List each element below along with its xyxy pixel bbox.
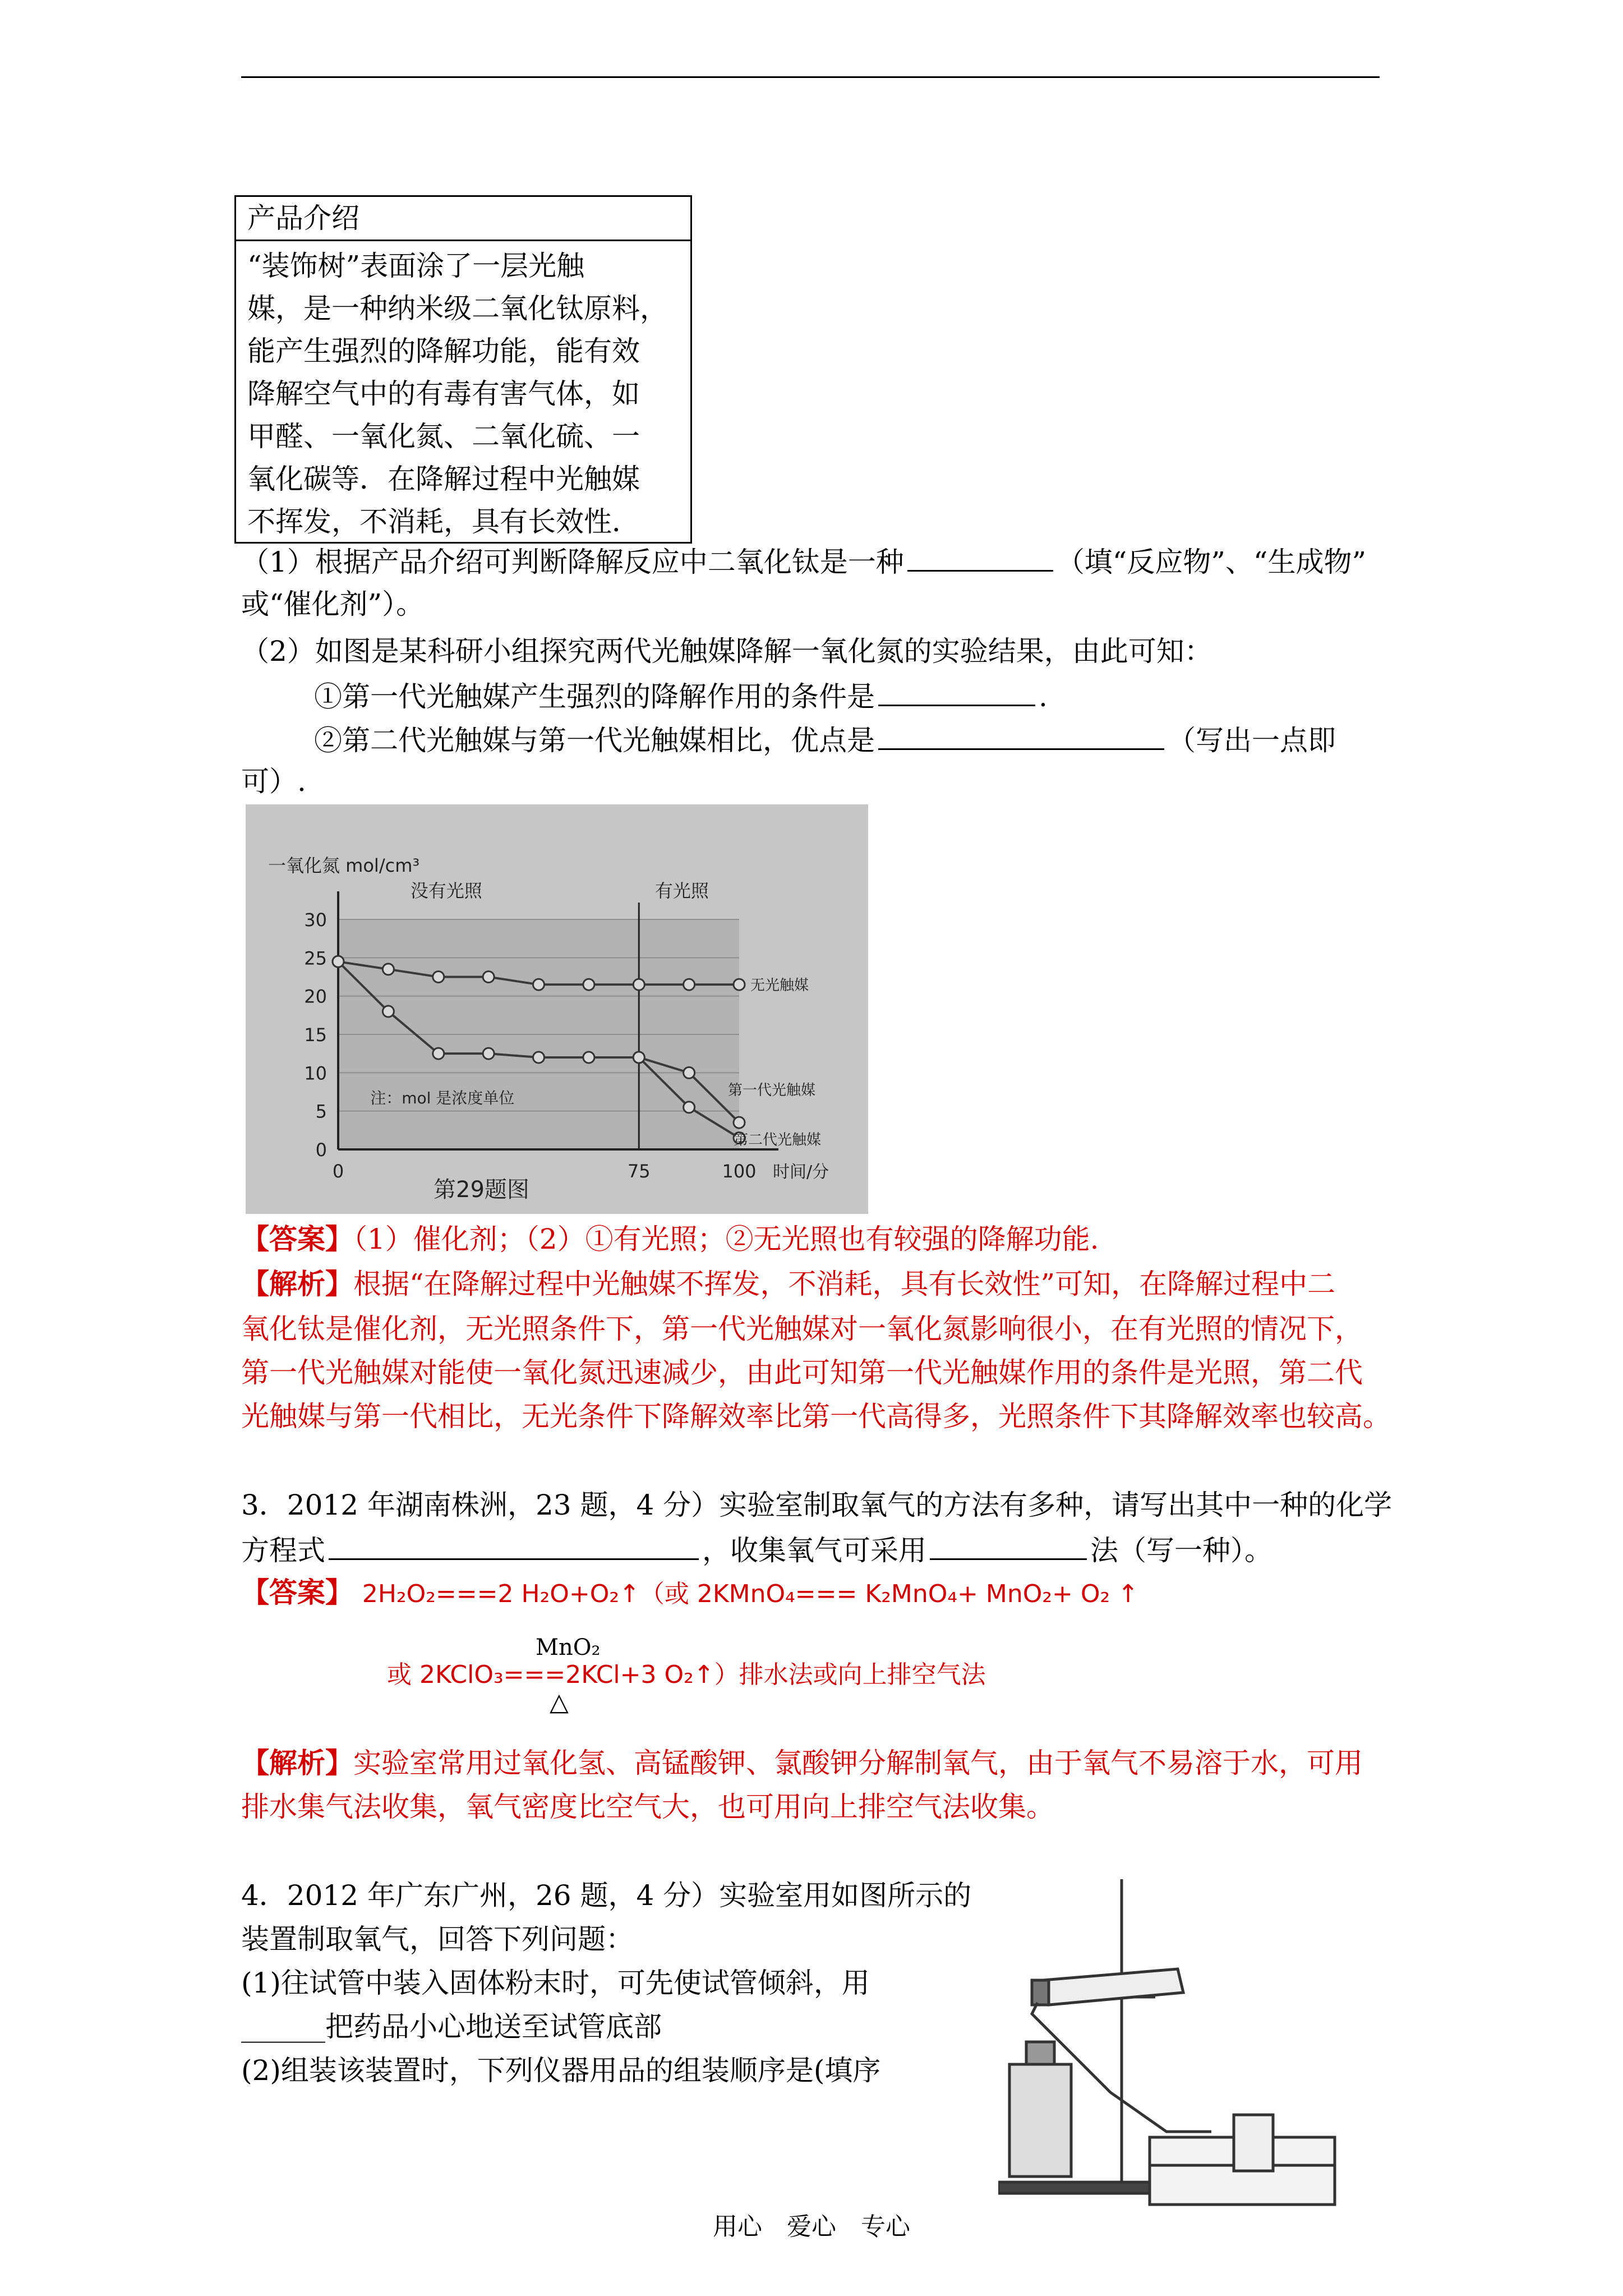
y-tick-label: 15 (304, 1024, 327, 1046)
q3-catalyst-label: MnO₂ (536, 1635, 601, 1660)
analysis2-line2: 氧化钛是催化剂，无光照条件下，第一代光触媒对一氧化氮影响很小，在有光照的情况下， (241, 1313, 1363, 1345)
x-tick-label: 100 (722, 1161, 757, 1182)
data-point (734, 979, 745, 990)
q4-line3: (1)往试管中装入固体粉末时，可先使试管倾斜，用 (241, 1967, 870, 1999)
y-tick-label: 5 (315, 1101, 327, 1122)
x-tick-label: 0 (332, 1161, 344, 1182)
q3-answer-line2: 或 2KClO₃===2KCl+3 O₂↑）排水法或向上排空气法 (387, 1660, 986, 1689)
product-intro-line: 氧化碳等．在降解过程中光触媒 (247, 463, 640, 495)
q2-part2-sub1: ①第一代光触媒产生强烈的降解作用的条件是 . (314, 677, 1048, 715)
analysis2-line1: 【解析】根据“在降解过程中光触媒不挥发，不消耗，具有长效性”可知，在降解过程中二 (241, 1267, 1336, 1300)
stopper (1032, 1980, 1049, 2005)
answer-blank (878, 677, 1035, 706)
data-point (734, 1117, 745, 1128)
product-intro-box (234, 195, 692, 544)
data-point (684, 979, 695, 990)
product-intro-body (236, 241, 690, 543)
data-point (483, 972, 494, 983)
answer-blank (907, 542, 1053, 572)
x-tick-label: 75 (627, 1161, 651, 1182)
analysis2-line3: 第一代光触媒对能使一氧化氮迅速减少，由此可知第一代光触媒作用的条件是光照，第二代 (241, 1356, 1363, 1389)
analysis2-line4: 光触媒与第一代相比，无光条件下降解效率比第一代高得多，光照条件下其降解效率也较高。 (241, 1400, 1391, 1433)
data-point (533, 979, 545, 990)
chart-svg (246, 804, 868, 1214)
alcohol-lamp (1009, 2064, 1071, 2177)
chart-title: 第29题图 (434, 1177, 529, 1203)
product-intro-line: 降解空气中的有毒有害气体，如 (247, 378, 640, 410)
data-point (382, 1006, 394, 1017)
q4-line1: 4．2012 年广东广州，26 题，4 分）实验室用如图所示的 (241, 1879, 972, 1912)
q3-analysis-line2: 排水集气法收集，氧气密度比空气大，也可用向上排空气法收集。 (241, 1791, 1054, 1823)
product-intro-line: 甲醛、一氧化氮、二氧化硫、一 (247, 420, 640, 453)
data-point (433, 1048, 444, 1059)
product-intro-line: “装饰树”表面涂了一层光触 (247, 250, 585, 282)
q2-part1-line2: 或“催化剂”）。 (241, 588, 425, 620)
q3-heat-symbol: △ (550, 1688, 569, 1717)
q2-part2-intro: （2）如图是某科研小组探究两代光触媒降解一氧化氮的实验结果，由此可知： (241, 635, 1212, 668)
q2-part2-sub2-tail: 可）. (241, 765, 306, 798)
answer2: 【答案】（1）催化剂；（2）①有光照；②无光照也有较强的降解功能. (241, 1222, 1099, 1255)
q2-part1-line1: （1）根据产品介绍可判断降解反应中二氧化钛是一种 （填“反应物”、“生成物” (241, 542, 1366, 581)
data-point (684, 1067, 695, 1078)
data-point (533, 1052, 545, 1063)
q3-analysis-line1: 【解析】实验室常用过氧化氢、高锰酸钾、氯酸钾分解制氧气，由于氧气不易溶于水，可用 (241, 1746, 1363, 1779)
data-point (684, 1102, 695, 1113)
y-axis-label: 一氧化氮 mol/cm³ (268, 855, 420, 876)
product-intro-line: 不挥发，不消耗，具有长效性． (247, 505, 640, 538)
q3-line1: 3．2012 年湖南株洲，23 题，4 分）实验室制取氧气的方法有多种，请写出其中一种的化学 (241, 1489, 1393, 1521)
answer-blank (878, 720, 1164, 750)
answer-blank (930, 1530, 1087, 1560)
series-label: 第二代光触媒 (734, 1131, 822, 1149)
y-tick-label: 0 (315, 1139, 327, 1161)
test-tube (1043, 1969, 1183, 2005)
q3-line2: 方程式 ，收集氧气可采用 法（写一种）。 (241, 1530, 1272, 1569)
collection-bottle (1234, 2115, 1273, 2171)
data-point (483, 1048, 494, 1059)
data-point (633, 979, 644, 990)
y-tick-label: 20 (304, 986, 327, 1007)
data-point (333, 956, 344, 967)
product-intro-header: 产品介绍 (236, 197, 690, 241)
experiment-graph (246, 804, 868, 1214)
y-tick-label: 30 (304, 909, 327, 931)
stand-base (998, 2182, 1166, 2193)
page-footer: 用心 爱心 专心 (713, 2212, 910, 2241)
data-point (583, 1052, 594, 1063)
q4-line5: (2)组装该装置时，下列仪器用品的组装顺序是(填序 (241, 2054, 881, 2087)
chart-note: 注：mol 是浓度单位 (370, 1089, 515, 1107)
answer-blank (329, 1530, 699, 1560)
y-tick-label: 10 (304, 1062, 327, 1084)
data-point (583, 979, 594, 990)
region-label-light: 有光照 (654, 880, 709, 901)
x-axis-label: 时间/分 (773, 1162, 829, 1182)
data-point (382, 964, 394, 975)
data-point (433, 972, 444, 983)
series-label: 第一代光触媒 (728, 1082, 816, 1099)
q2-part2-sub2: ②第二代光触媒与第一代光触媒相比，优点是 （写出一点即 (314, 720, 1336, 759)
q4-line4: ______把药品小心地送至试管底部 (241, 2010, 662, 2043)
data-point (633, 1052, 644, 1063)
q3-answer-line1: 【答案】 2H₂O₂===2 H₂O+O₂↑（或 2KMnO₄=== K₂MnO₄+ MnO₂+ O₂ ↑ (241, 1576, 1138, 1609)
lamp-wick (1026, 2042, 1054, 2064)
series-label: 无光触媒 (750, 977, 809, 995)
q4-line2: 装置制取氧气，回答下列问题： (241, 1923, 634, 1955)
product-intro-line: 媒，是一种纳米级二氧化钛原料， (247, 292, 668, 325)
region-label-no-light: 没有光照 (410, 880, 482, 901)
header-rule (241, 76, 1380, 78)
product-intro-line: 能产生强烈的降解功能，能有效 (247, 335, 640, 367)
y-tick-label: 25 (304, 947, 327, 969)
